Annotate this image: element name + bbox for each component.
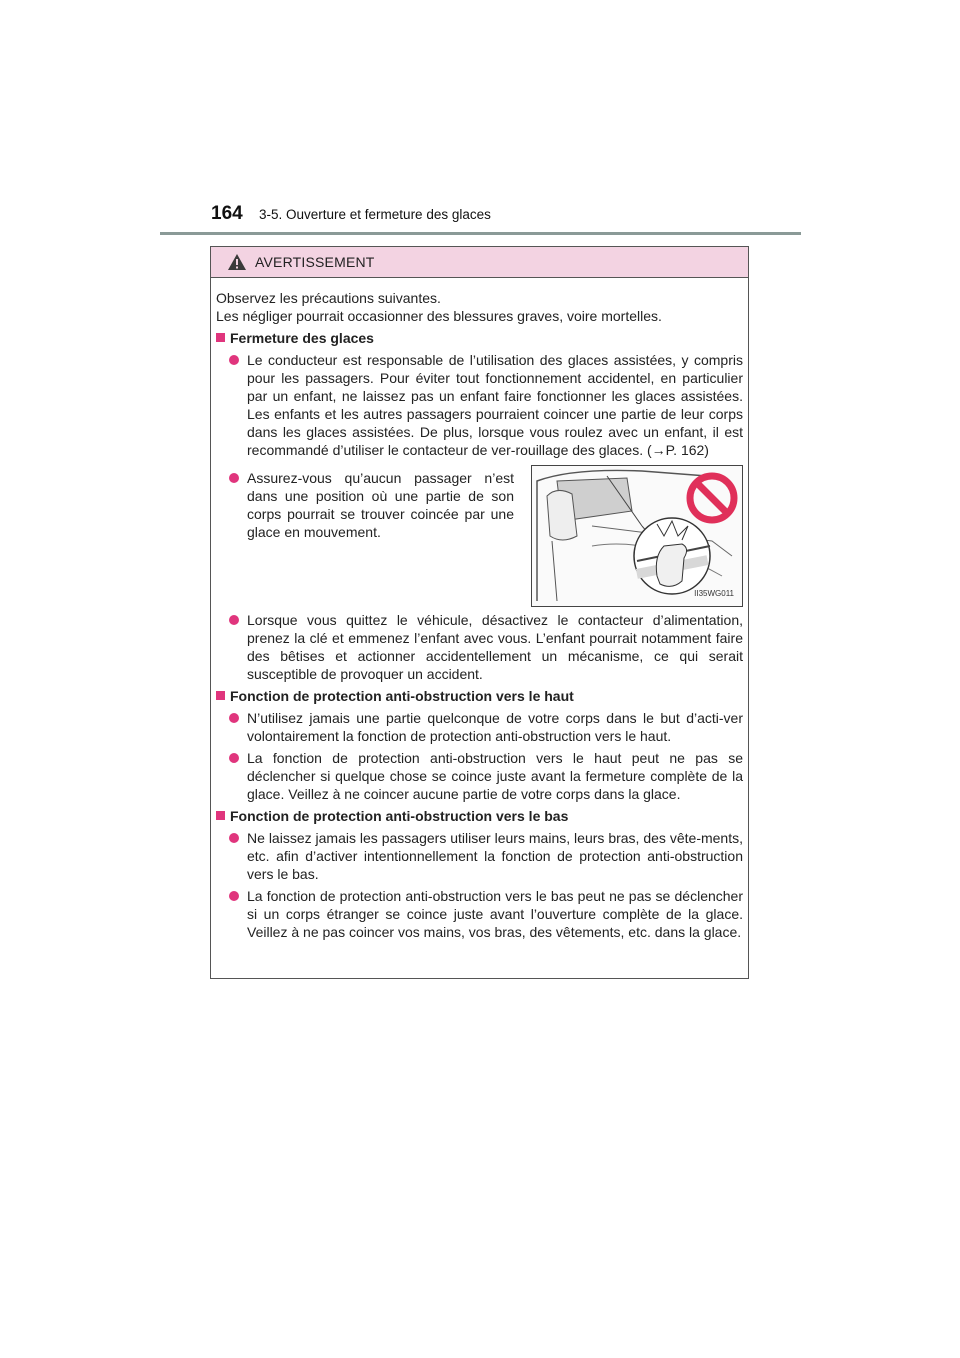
dot-bullet-icon bbox=[229, 355, 239, 365]
warning-title: AVERTISSEMENT bbox=[255, 254, 375, 270]
section-heading: Fonction de protection anti-obstruction vers le haut bbox=[216, 687, 743, 705]
list-item: La fonction de protection anti-obstruction vers le bas peut ne pas se déclencher si un corps étranger se coince juste avant l’ouverture complète de la glace. Veillez à ne pas coincer vos mains, vos bras, des vêtements, etc. dans la glace. bbox=[216, 887, 743, 941]
section-heading: Fonction de protection anti-obstruction vers le bas bbox=[216, 807, 743, 825]
warning-box bbox=[210, 246, 749, 979]
section-heading: Fermeture des glaces bbox=[216, 329, 743, 347]
illustration-code: II35WG011 bbox=[694, 589, 734, 598]
square-bullet-icon bbox=[216, 691, 225, 700]
list-item: Le conducteur est responsable de l’utilisation des glaces assistées, y compris pour les passagers. Pour éviter tout fonctionnement accidentel, en particulier par un enfant, ne laissez pas un enfant faire fonctionner les glaces assistées. Les enfants et les autres passagers pourraient coincer une partie de leur corps dans les glaces assistées. De plus, lorsque vous roulez avec un enfant, il est recommandé d’utiliser le contacteur de ver-rouillage des glaces. (→P. 162) bbox=[216, 351, 743, 459]
dot-bullet-icon bbox=[229, 833, 239, 843]
intro-line: Les négliger pourrait occasionner des blessures graves, voire mortelles. bbox=[216, 308, 662, 324]
square-bullet-icon bbox=[216, 333, 225, 342]
square-bullet-icon bbox=[216, 811, 225, 820]
list-item: N’utilisez jamais une partie quelconque de votre corps dans le but d’acti-ver volontairement la fonction de protection anti-obstruction vers le haut. bbox=[216, 709, 743, 745]
warning-header bbox=[211, 247, 748, 278]
list-item: La fonction de protection anti-obstruction vers le haut peut ne pas se déclencher si quelque chose se coince juste avant la fermeture complète de la glace. Veillez à ne coincer aucune partie de votre corps dans la glace. bbox=[216, 749, 743, 803]
section-title: 3-5. Ouverture et fermeture des glaces bbox=[259, 207, 491, 222]
warning-triangle-icon bbox=[227, 253, 247, 271]
dot-bullet-icon bbox=[229, 473, 239, 483]
page-number: 164 bbox=[211, 203, 243, 224]
header-rule bbox=[160, 232, 801, 235]
warning-intro bbox=[216, 289, 743, 325]
dot-bullet-icon bbox=[229, 615, 239, 625]
dot-bullet-icon bbox=[229, 713, 239, 723]
warning-content bbox=[216, 289, 743, 941]
bullet-with-illustration bbox=[216, 469, 743, 607]
list-item: Ne laissez jamais les passagers utiliser leurs mains, leurs bras, des vête-ments, etc. afin d’activer intentionnellement la fonction de protection anti-obstruction vers le bas. bbox=[216, 829, 743, 883]
window-pinch-illustration bbox=[531, 465, 743, 607]
list-item: Assurez-vous qu’aucun passager n’est dans une position où une partie de son corps pourrait se trouver coincée par une glace en mouvement. bbox=[216, 469, 514, 607]
dot-bullet-icon bbox=[229, 891, 239, 901]
list-item: Lorsque vous quittez le véhicule, désactivez le contacteur d’alimentation, prenez la clé et emmenez l’enfant avec vous. L’enfant pourrait notamment faire des bêtises et actionner accidentellement un mécanisme, ce qui serait susceptible de provoquer un accident. bbox=[216, 611, 743, 683]
intro-line: Observez les précautions suivantes. bbox=[216, 290, 441, 306]
dot-bullet-icon bbox=[229, 753, 239, 763]
